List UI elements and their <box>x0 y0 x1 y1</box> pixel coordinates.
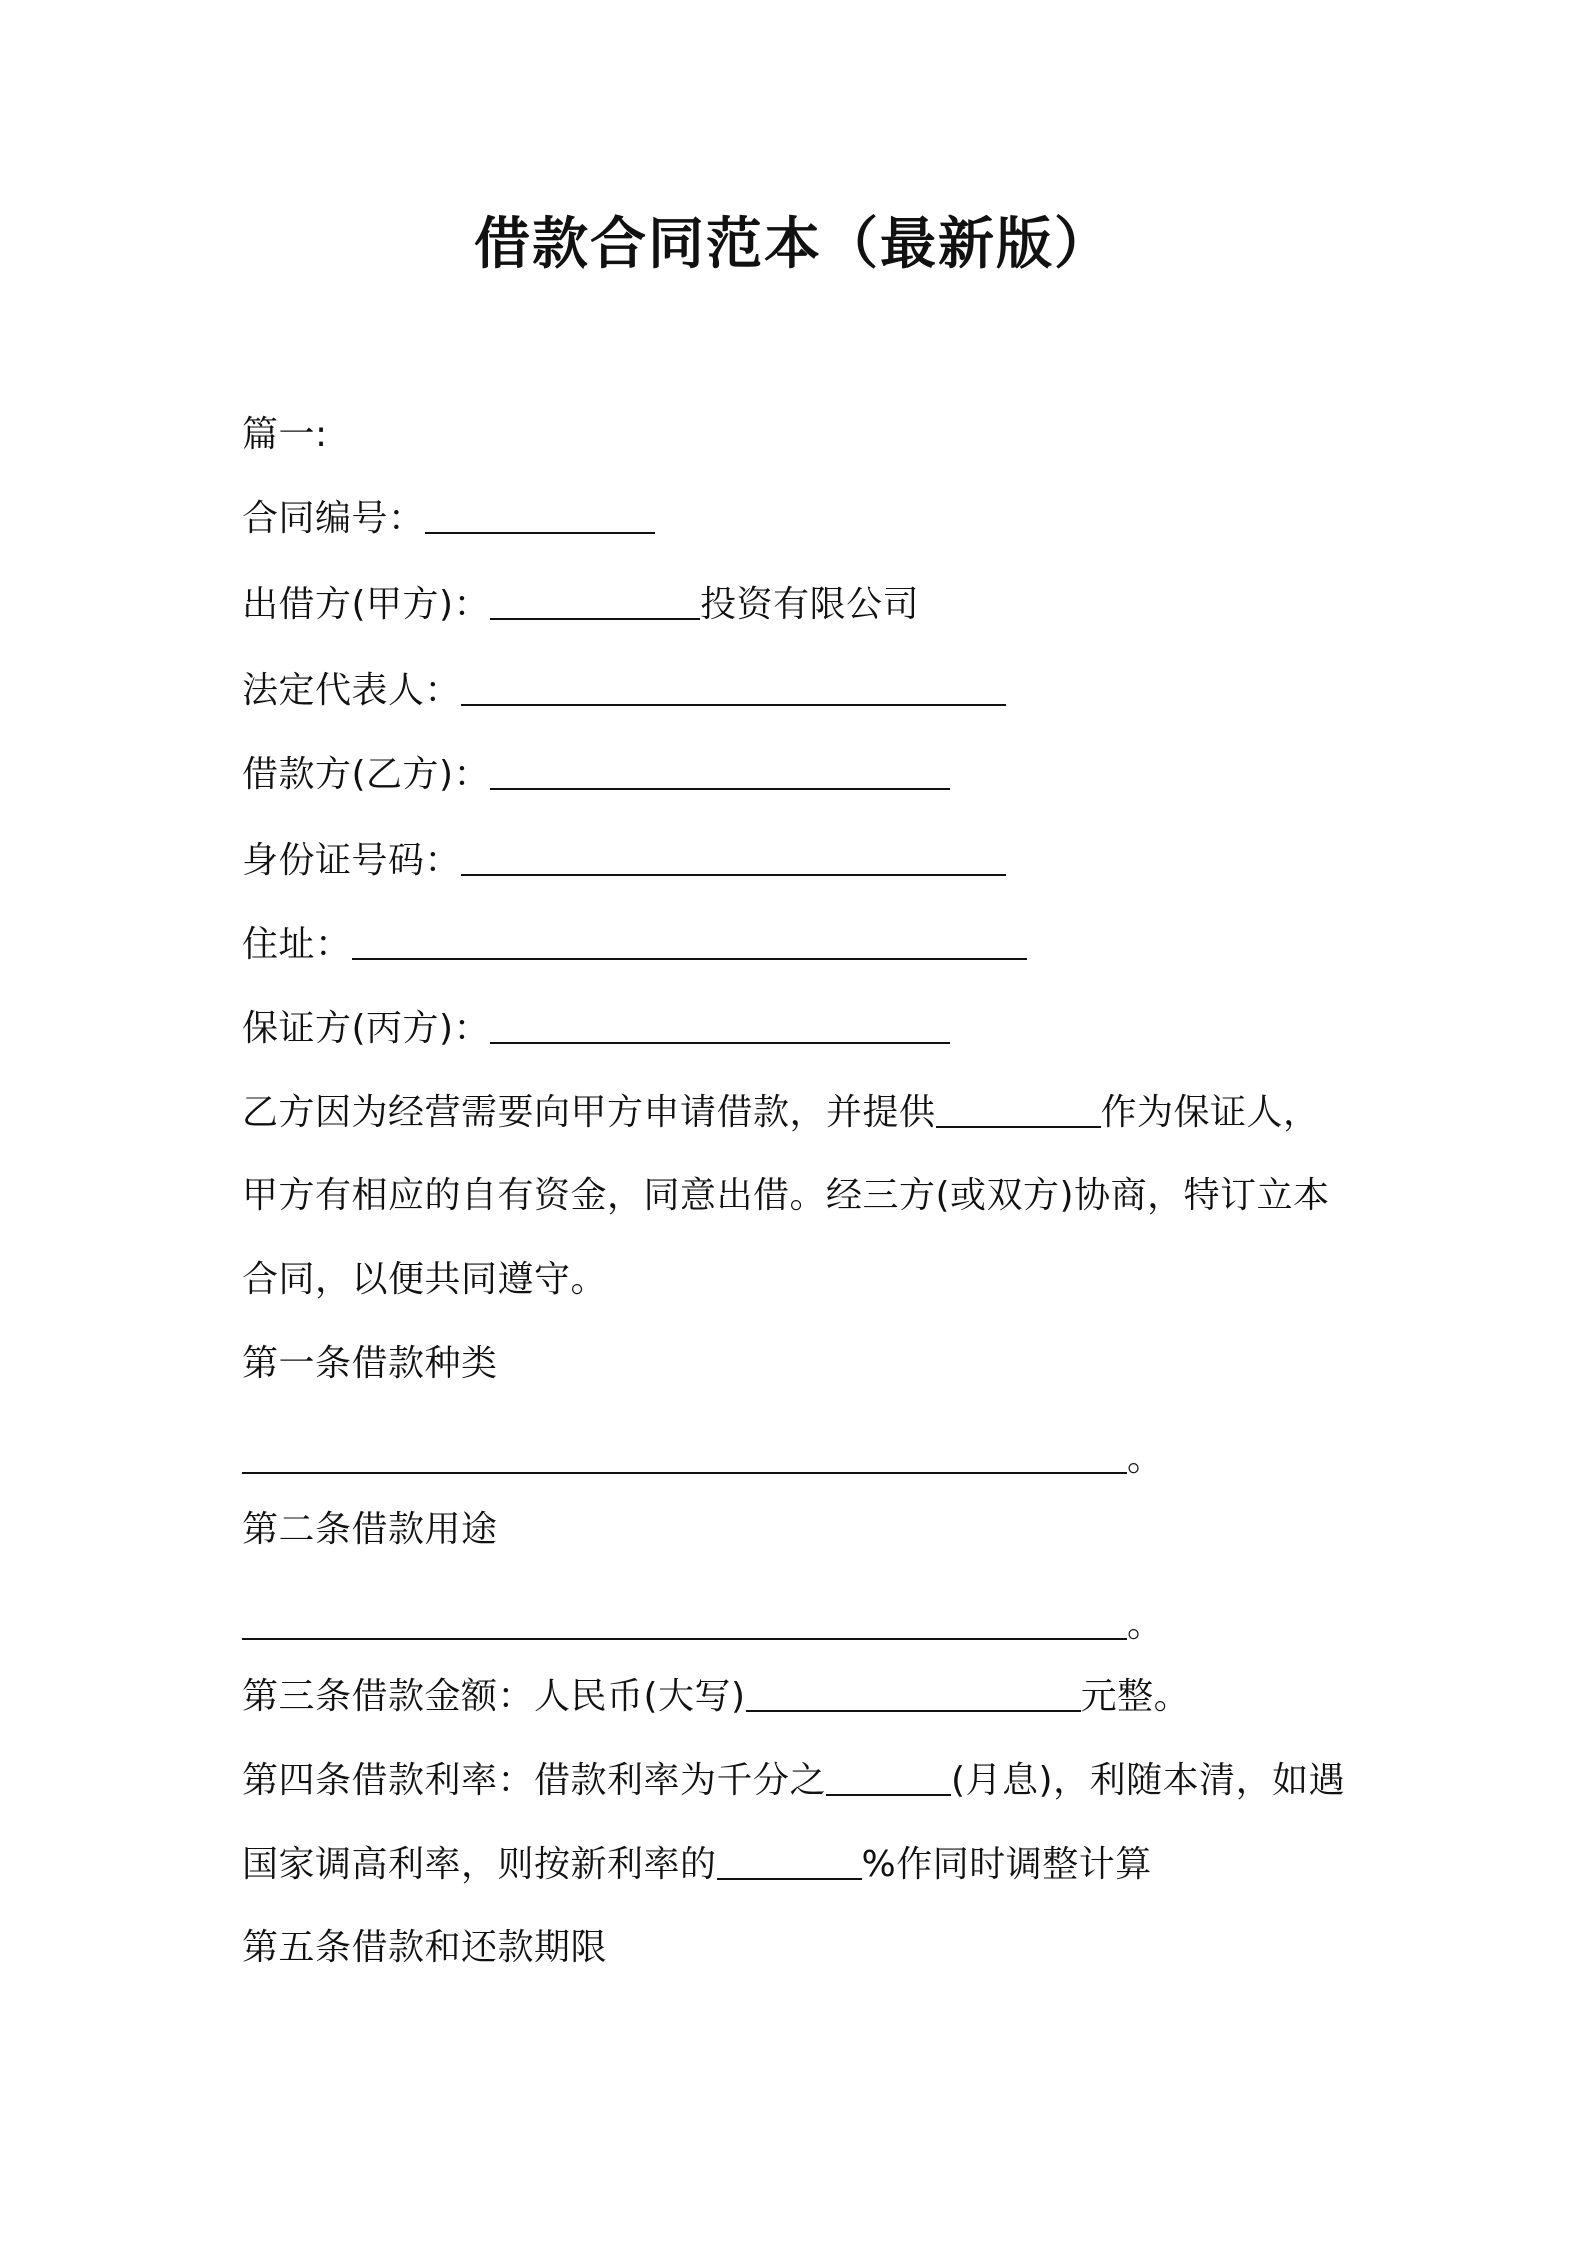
address-line <box>242 914 1382 975</box>
preamble-text-1b: 作为保证人， <box>1100 1092 1320 1133</box>
article-3-suffix: 元整。 <box>1080 1676 1191 1717</box>
article-4-text-2b: %作同时调整计算 <box>861 1844 1152 1885</box>
section-heading: 篇一: <box>242 414 328 455</box>
article-4-line-2 <box>242 1834 1382 1895</box>
preamble-line-2: 甲方有相应的自有资金，同意出借。经三方(或双方)协商，特订立本 <box>242 1175 1330 1216</box>
lender-label: 出借方(甲方)： <box>242 584 491 625</box>
contract-number-blank[interactable] <box>425 488 655 534</box>
article-4-text-1a: 第四条借款利率：借款利率为千分之 <box>242 1760 827 1801</box>
preamble-text-1a: 乙方因为经营需要向甲方申请借款，并提供 <box>242 1092 936 1133</box>
article-4-line-1 <box>242 1750 1382 1811</box>
legal-representative-label: 法定代表人： <box>242 670 462 711</box>
article-2-title: 第二条借款用途 <box>242 1509 498 1550</box>
loan-type-blank[interactable] <box>242 1428 1127 1474</box>
contract-number-line <box>242 488 1382 549</box>
interest-rate-blank[interactable] <box>826 1750 951 1796</box>
article-2-period: 。 <box>1127 1604 1164 1645</box>
preamble-line-1 <box>242 1082 1382 1143</box>
address-blank[interactable] <box>352 914 1027 960</box>
lender-line <box>242 574 1382 635</box>
article-2-blank-line <box>242 1594 1382 1655</box>
article-1-blank-line <box>242 1428 1382 1489</box>
borrower-label: 借款方(乙方)： <box>242 754 491 795</box>
lender-name-blank[interactable] <box>490 574 700 620</box>
loan-amount-blank[interactable] <box>746 1666 1081 1712</box>
preamble-line-3: 合同，以便共同遵守。 <box>242 1259 608 1300</box>
id-number-label: 身份证号码： <box>242 840 462 881</box>
legal-representative-blank[interactable] <box>461 660 1006 706</box>
guarantor-ref-blank[interactable] <box>936 1082 1101 1128</box>
legal-representative-line <box>242 660 1382 721</box>
guarantor-line <box>242 998 1382 1059</box>
document-title: 借款合同范本（最新版） <box>474 212 1112 277</box>
borrower-line <box>242 744 1382 805</box>
article-4-text-2a: 国家调高利率，则按新利率的 <box>242 1844 717 1885</box>
guarantor-blank[interactable] <box>490 998 950 1044</box>
article-1-period: 。 <box>1127 1438 1164 1479</box>
borrower-blank[interactable] <box>490 744 950 790</box>
article-5-title: 第五条借款和还款期限 <box>242 1927 608 1968</box>
article-3-line <box>242 1666 1382 1727</box>
id-number-line <box>242 830 1382 891</box>
article-1-title: 第一条借款种类 <box>242 1343 498 1384</box>
rate-adjust-blank[interactable] <box>717 1834 862 1880</box>
id-number-blank[interactable] <box>461 830 1006 876</box>
article-4-text-1b: (月息)，利随本清，如遇 <box>951 1760 1346 1801</box>
article-3-text: 第三条借款金额：人民币(大写) <box>242 1676 746 1717</box>
guarantor-label: 保证方(丙方)： <box>242 1008 491 1049</box>
loan-purpose-blank[interactable] <box>242 1594 1127 1640</box>
contract-number-label: 合同编号： <box>242 498 425 539</box>
lender-suffix: 投资有限公司 <box>700 584 920 625</box>
address-label: 住址： <box>242 924 352 965</box>
